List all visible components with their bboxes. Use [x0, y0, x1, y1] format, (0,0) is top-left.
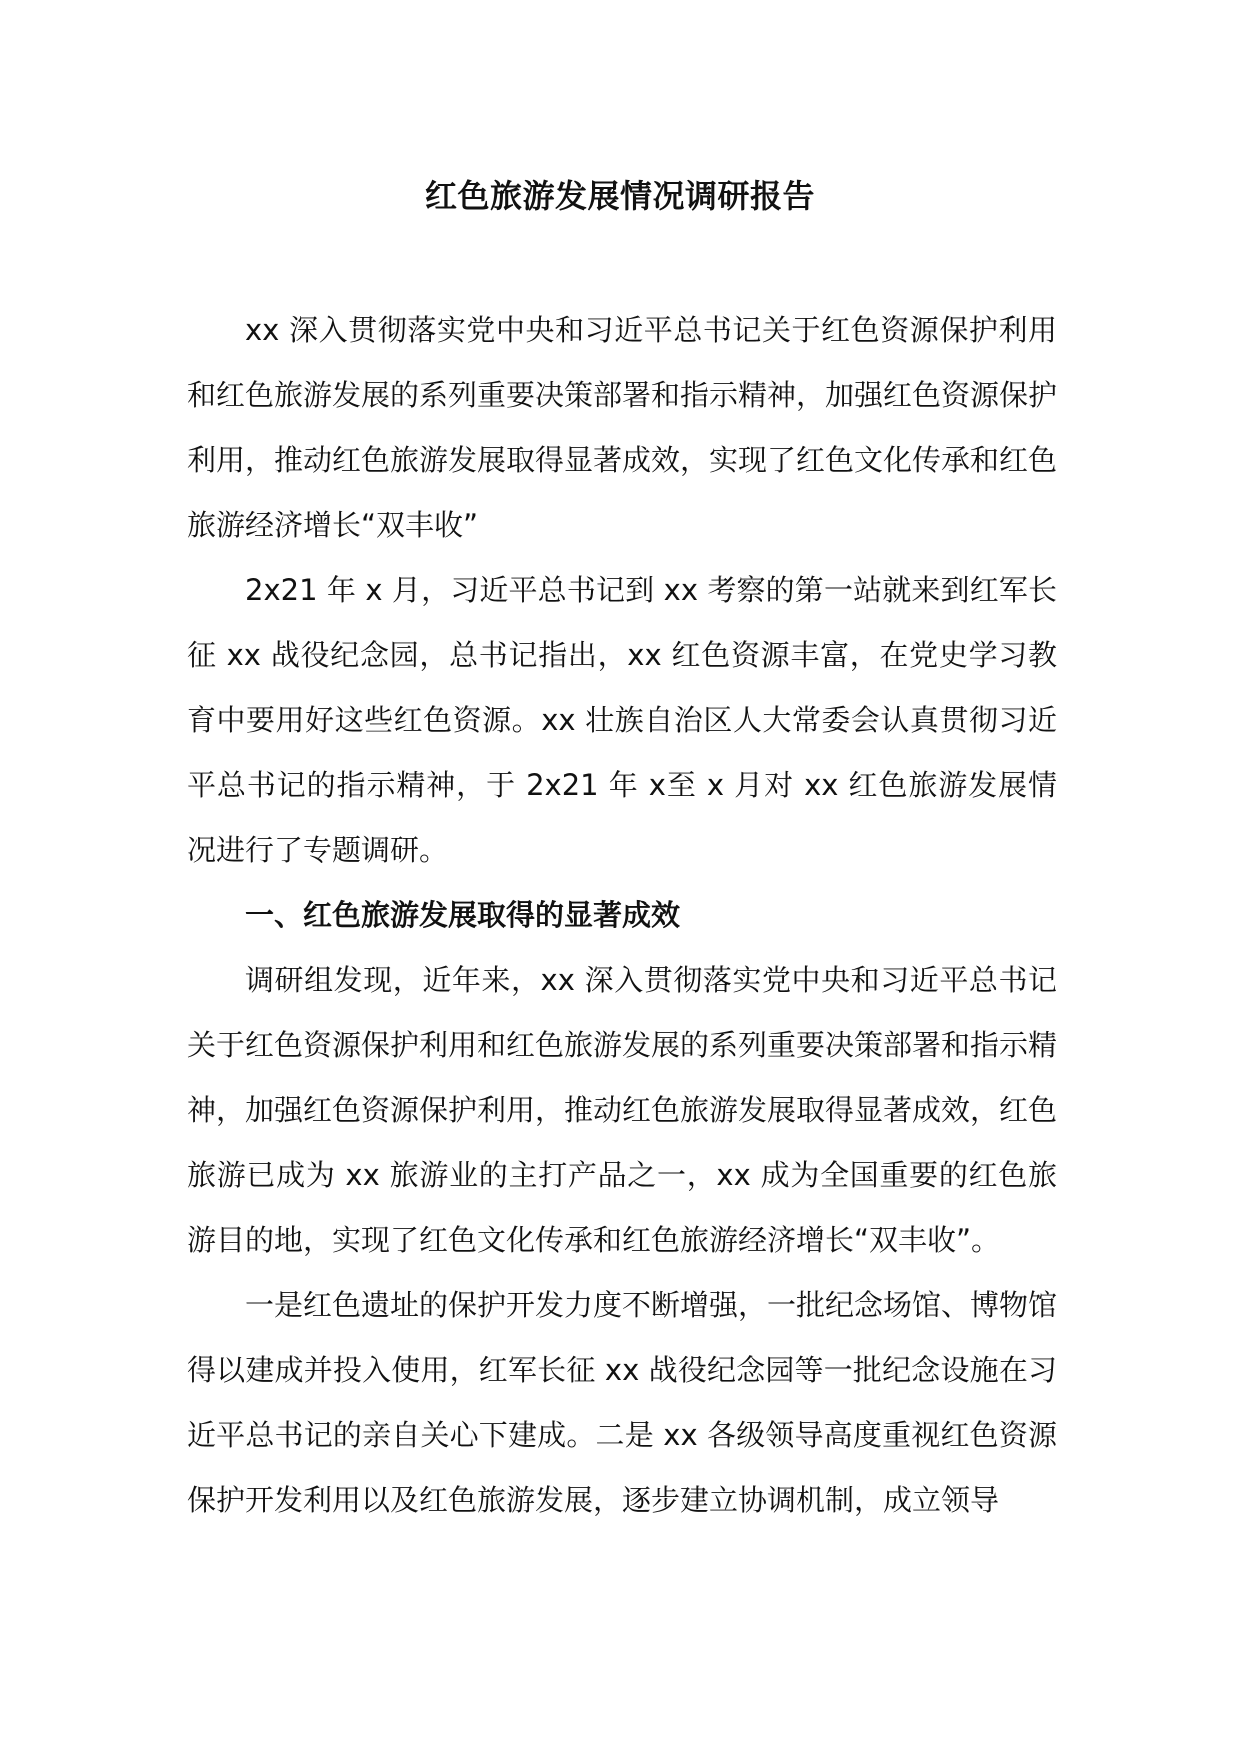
section-heading: 一、红色旅游发展取得的显著成效: [245, 898, 681, 932]
document-body: [187, 298, 1057, 1533]
paragraph-findings: 调研组发现，近年来，xx 深入贯彻落实党中央和习近平总书记关于红色资源保护利用和红色旅游发展的系列重要决策部署和指示精神，加强红色资源保护利用，推动红色旅游发展取得显著成效，红色旅游已成为 xx 旅游业的主打产品之一，xx 成为全国重要的红色旅游目的地，实现了红色文化传承和红色旅游经济增长“双丰收”。: [187, 963, 1058, 1257]
paragraph-details: 一是红色遗址的保护开发力度不断增强，一批纪念场馆、博物馆得以建成并投入使用，红军长征 xx 战役纪念园等一批纪念设施在习近平总书记的亲自关心下建成。二是 xx 各级领导高度重视红色资源保护开发利用以及红色旅游发展，逐步建立协调机制，成立领导: [187, 1288, 1058, 1517]
document-title: 红色旅游发展情况调研报告: [424, 177, 815, 215]
paragraph-intro: xx 深入贯彻落实党中央和习近平总书记关于红色资源保护利用和红色旅游发展的系列重要决策部署和指示精神，加强红色资源保护利用，推动红色旅游发展取得显著成效，实现了红色文化传承和红色旅游经济增长“双丰收”: [187, 313, 1058, 542]
paragraph-background: 2x21 年 x 月，习近平总书记到 xx 考察的第一站就来到红军长征 xx 战役纪念园，总书记指出，xx 红色资源丰富，在党史学习教育中要用好这些红色资源。xx 壮族自治区人大常委会认真贯彻习近平总书记的指示精神，于 2x21 年 x至 x 月对 xx 红色旅游发展情况进行了专题调研。: [187, 573, 1057, 867]
